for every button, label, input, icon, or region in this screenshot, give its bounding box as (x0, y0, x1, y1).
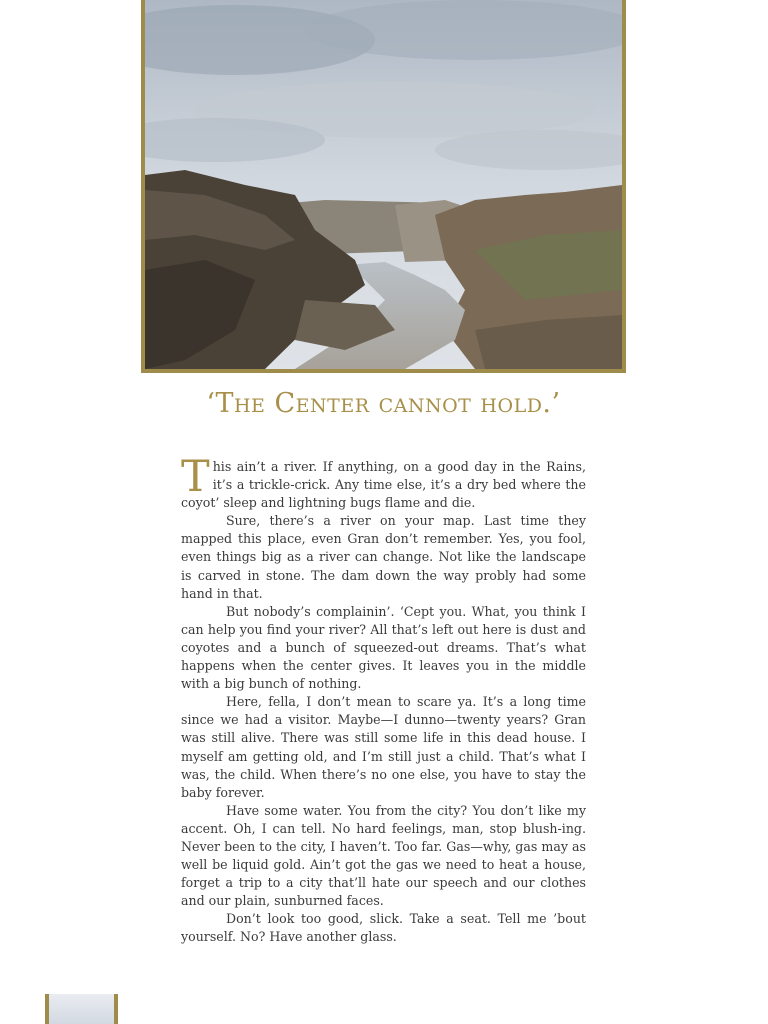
pull-quote-headline: ‘The Center cannot hold.’ (206, 388, 561, 419)
story-paragraph: Have some water. You from the city? You don’t like my accent. Oh, I can tell. No hard feelings, man, stop blush-ing. Never been to the city, I haven’t. Too far. Gas—why, gas may as well be liquid gold. Ain’t got the gas we need to heat a house, forget a trip to a city that’ll hate our speech and our clothes and our plain, sunburned faces. (181, 802, 586, 909)
story-paragraph: Sure, there’s a river on your map. Last time they mapped this place, even Gran don’t remember. Yes, you fool, even things big as a river can change. Not like the landscape is carved in stone. The dam down the way probly had some hand in that. (181, 513, 586, 601)
story-text (181, 452, 586, 947)
canyon-photo (141, 0, 626, 373)
story-paragraph: But nobody’s complainin’. ‘Cept you. What, you think I can help you find your river? All that’s left out here is dust and coyotes and a bunch of squeezed-out dreams. That’s what happens when the center gives. It leaves you in the middle with a big bunch of nothing. (181, 603, 586, 692)
next-page-photo-edge (45, 994, 118, 1024)
story-paragraph: Here, fella, I don’t mean to scare ya. It’s a long time since we had a visitor. Maybe—I dunno—twenty years? Gran was still alive. There was still some life in this dead house. I myself am getting old, and I’m still just a child. That’s what I was, the child. When there’s no one else, you have to stay the baby forever. (181, 694, 586, 800)
drop-cap: T (181, 452, 210, 502)
story-paragraph: Don’t look too good, slick. Take a seat. Tell me ’bout yourself. No? Have another glass. (181, 911, 586, 945)
story-paragraph: This ain’t a river. If anything, on a good day in the Rains, it’s a trickle-crick. Any time else, it’s a dry bed where the coyot’ sleep and lightning bugs flame and die. (181, 452, 586, 511)
canyon-illustration (145, 0, 622, 369)
